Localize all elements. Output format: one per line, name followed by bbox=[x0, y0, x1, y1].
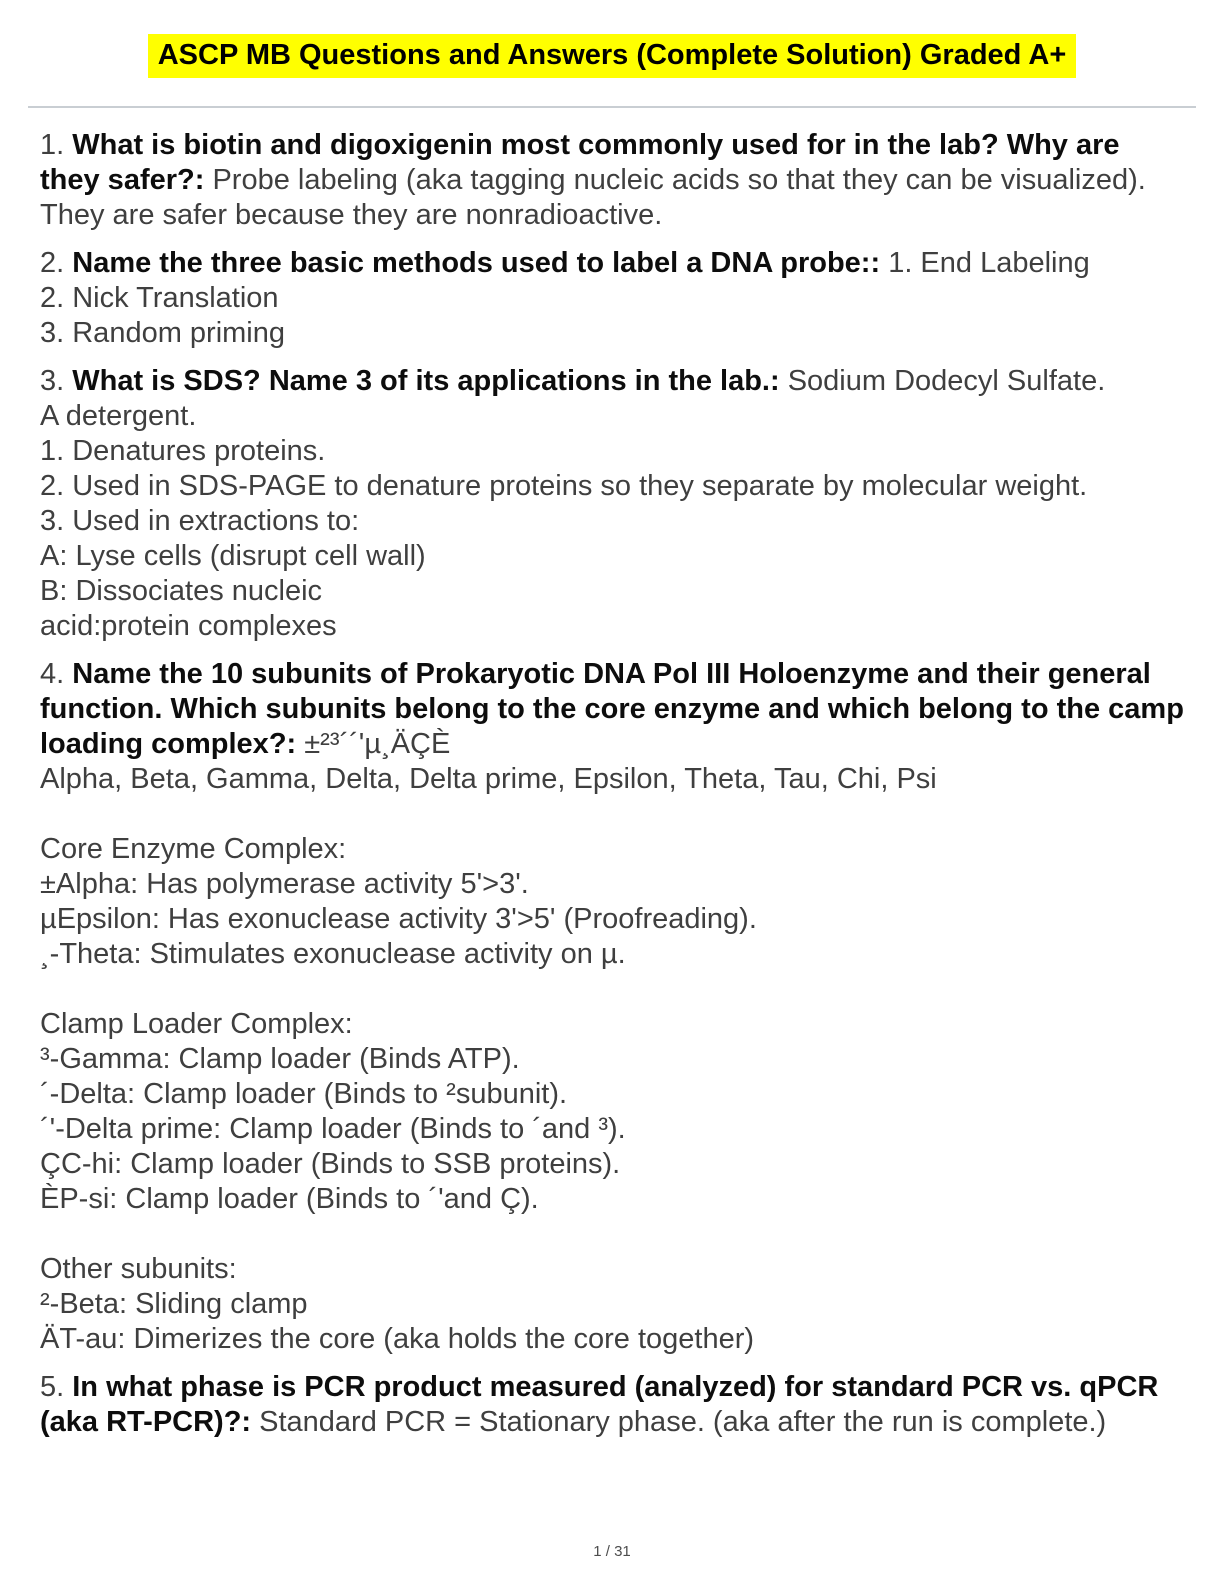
title-row bbox=[40, 34, 1184, 78]
answer-line-blank bbox=[40, 972, 1184, 1007]
answer-text: 1. End Labeling bbox=[888, 246, 1090, 279]
question-text: What is SDS? Name 3 of its applications in the lab.: bbox=[72, 364, 780, 397]
question-number: 3. bbox=[40, 364, 65, 397]
question-text: In what phase is PCR product measured (analyzed) for standard PCR vs. qPCR (aka RT-PCR)?: bbox=[40, 1370, 1159, 1438]
qa-item-4 bbox=[40, 657, 1184, 1357]
question-number: 2. bbox=[40, 246, 65, 279]
qa-item-5 bbox=[40, 1370, 1184, 1440]
answer-line: Alpha, Beta, Gamma, Delta, Delta prime, Epsilon, Theta, Tau, Chi, Psi bbox=[40, 762, 937, 795]
answer-line-blank bbox=[40, 1217, 1184, 1252]
page-number: 1 / 31 bbox=[593, 1543, 631, 1560]
answer-line: acid:protein complexes bbox=[40, 609, 337, 642]
qa-item-1 bbox=[40, 128, 1184, 233]
answer-text: Probe labeling (aka tagging nucleic acids so that they can be visualized). They are safer because they are nonradioactive. bbox=[40, 163, 1146, 231]
answer-line: Core Enzyme Complex: bbox=[40, 832, 347, 865]
answer-line: 2. Used in SDS-PAGE to denature proteins so they separate by molecular weight. bbox=[40, 469, 1088, 502]
title-divider bbox=[28, 106, 1196, 108]
answer-line: 2. Nick Translation bbox=[40, 281, 279, 314]
answer-line-blank bbox=[40, 797, 1184, 832]
answer-text: Sodium Dodecyl Sulfate. bbox=[787, 364, 1106, 397]
qa-item-3 bbox=[40, 364, 1184, 644]
answer-text: ±²³´´'µ¸ÄÇÈ bbox=[304, 727, 451, 760]
question-number: 4. bbox=[40, 657, 65, 690]
page-footer bbox=[0, 1543, 1224, 1560]
answer-text: Standard PCR = Stationary phase. (aka after the run is complete.) bbox=[259, 1405, 1107, 1438]
answer-line: 3. Used in extractions to: bbox=[40, 504, 360, 537]
answer-line: A: Lyse cells (disrupt cell wall) bbox=[40, 539, 426, 572]
qa-list bbox=[40, 128, 1184, 1440]
answer-line: ¸-Theta: Stimulates exonuclease activity on µ. bbox=[40, 937, 626, 970]
answer-line: Clamp Loader Complex: bbox=[40, 1007, 353, 1040]
document-title: ASCP MB Questions and Answers (Complete Solution) Graded A+ bbox=[148, 34, 1077, 78]
question-number: 5. bbox=[40, 1370, 65, 1403]
answer-line: ³-Gamma: Clamp loader (Binds ATP). bbox=[40, 1042, 520, 1075]
answer-line: A detergent. bbox=[40, 399, 197, 432]
answer-line: 1. Denatures proteins. bbox=[40, 434, 326, 467]
answer-line: B: Dissociates nucleic bbox=[40, 574, 323, 607]
answer-line: 3. Random priming bbox=[40, 316, 285, 349]
answer-line: ²-Beta: Sliding clamp bbox=[40, 1287, 308, 1320]
question-text: Name the 10 subunits of Prokaryotic DNA Pol III Holoenzyme and their general function. Which subunits belong to the core enzyme and which belong to the camp loading complex?: bbox=[40, 657, 1184, 760]
answer-line: ´'-Delta prime: Clamp loader (Binds to ´and ³). bbox=[40, 1112, 626, 1145]
answer-line: ÄT-au: Dimerizes the core (aka holds the core together) bbox=[40, 1322, 755, 1355]
answer-line: ±Alpha: Has polymerase activity 5'>3'. bbox=[40, 867, 529, 900]
question-number: 1. bbox=[40, 128, 65, 161]
answer-line: ÇC-hi: Clamp loader (Binds to SSB proteins). bbox=[40, 1147, 621, 1180]
answer-line: ´-Delta: Clamp loader (Binds to ²subunit). bbox=[40, 1077, 568, 1110]
question-text: What is biotin and digoxigenin most commonly used for in the lab? Why are they safer?: bbox=[40, 128, 1120, 196]
answer-line: µEpsilon: Has exonuclease activity 3'>5' (Proofreading). bbox=[40, 902, 757, 935]
question-text: Name the three basic methods used to label a DNA probe:: bbox=[72, 246, 881, 279]
answer-line: ÈP-si: Clamp loader (Binds to ´'and Ç). bbox=[40, 1182, 539, 1215]
answer-line: Other subunits: bbox=[40, 1252, 237, 1285]
qa-item-2 bbox=[40, 246, 1184, 351]
